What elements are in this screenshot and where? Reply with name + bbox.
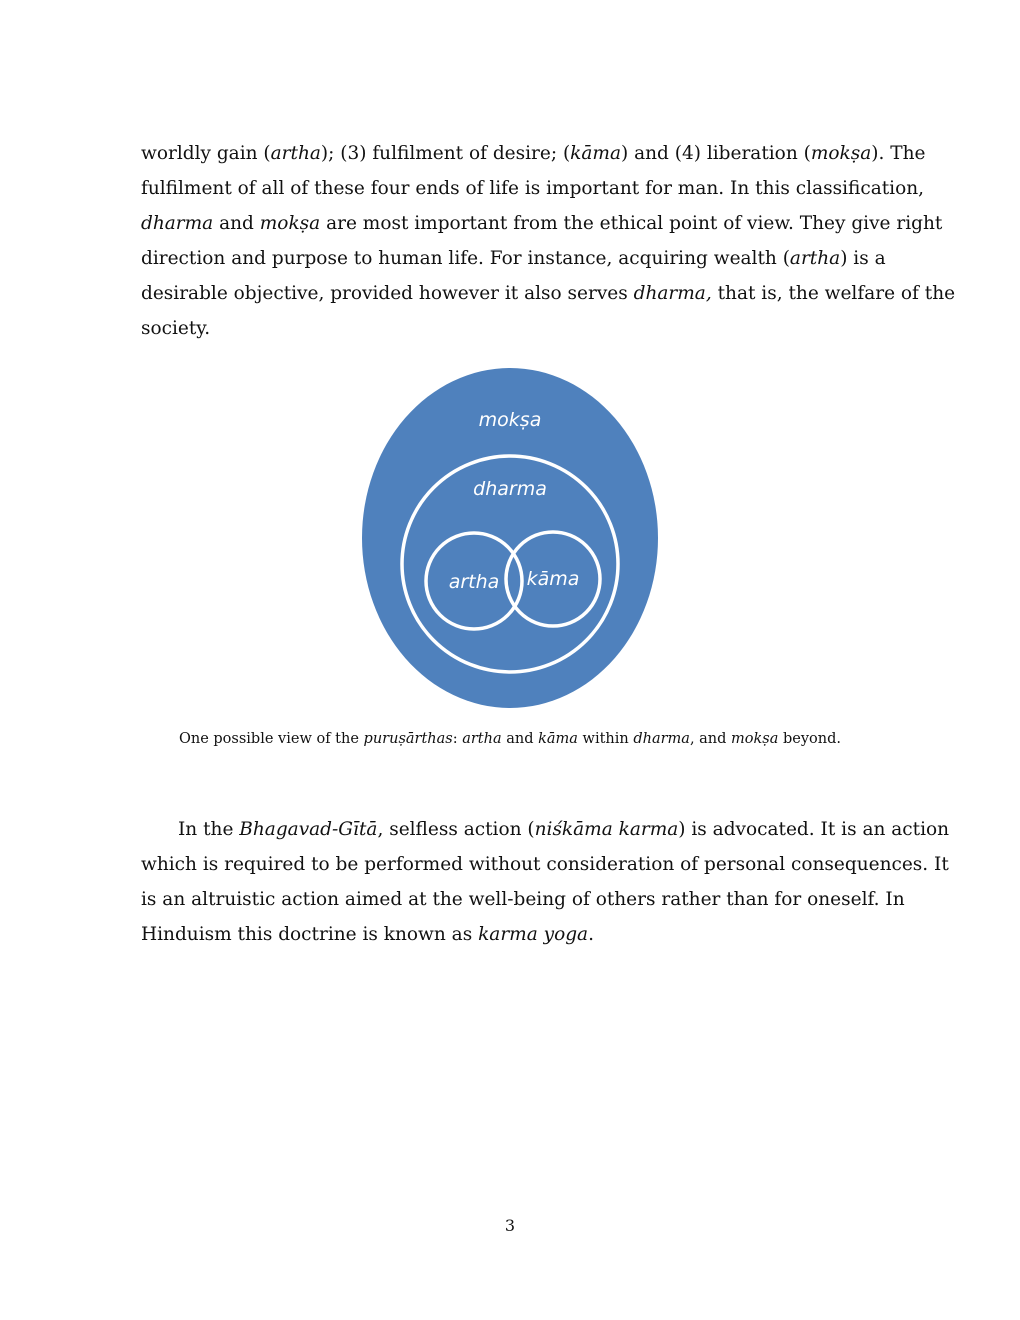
text-line: society. (141, 318, 211, 339)
text-line: which is required to be performed without consideration of personal consequences. It (141, 854, 949, 875)
text-line: direction and purpose to human life. For instance, acquiring wealth (artha) is a (141, 248, 886, 269)
dharma-label: dharma (473, 478, 547, 500)
text-line: desirable objective, provided however it also serves dharma, that is, the welfare of the (141, 283, 956, 304)
text-line: fulfilment of all of these four ends of life is important for man. In this classification, (141, 178, 925, 199)
kama-label: kāma (526, 568, 580, 590)
figure-caption: One possible view of the puruṣārthas: artha and kāma within dharma, and mokṣa beyond. (178, 731, 842, 747)
page-number: 3 (504, 1216, 516, 1235)
moksha-label: mokṣa (478, 409, 542, 431)
text-line: In the Bhagavad-Gītā, selfless action (niśkāma karma) is advocated. It is an action (141, 819, 950, 840)
text-line: dharma and mokṣa are most important from the ethical point of view. They give right (141, 213, 943, 234)
body-paragraph-1 (141, 136, 956, 346)
text-line: is an altruistic action aimed at the well-being of others rather than for oneself. In (141, 889, 905, 910)
body-paragraph-2 (141, 812, 950, 952)
text-line: Hinduism this doctrine is known as karma yoga. (141, 924, 594, 945)
artha-label: artha (448, 571, 500, 593)
purusharthas-diagram (360, 366, 660, 710)
text-line: worldly gain (artha); (3) fulfilment of desire; (kāma) and (4) liberation (mokṣa). The (141, 143, 926, 164)
nested-circles-diagram (360, 366, 660, 710)
